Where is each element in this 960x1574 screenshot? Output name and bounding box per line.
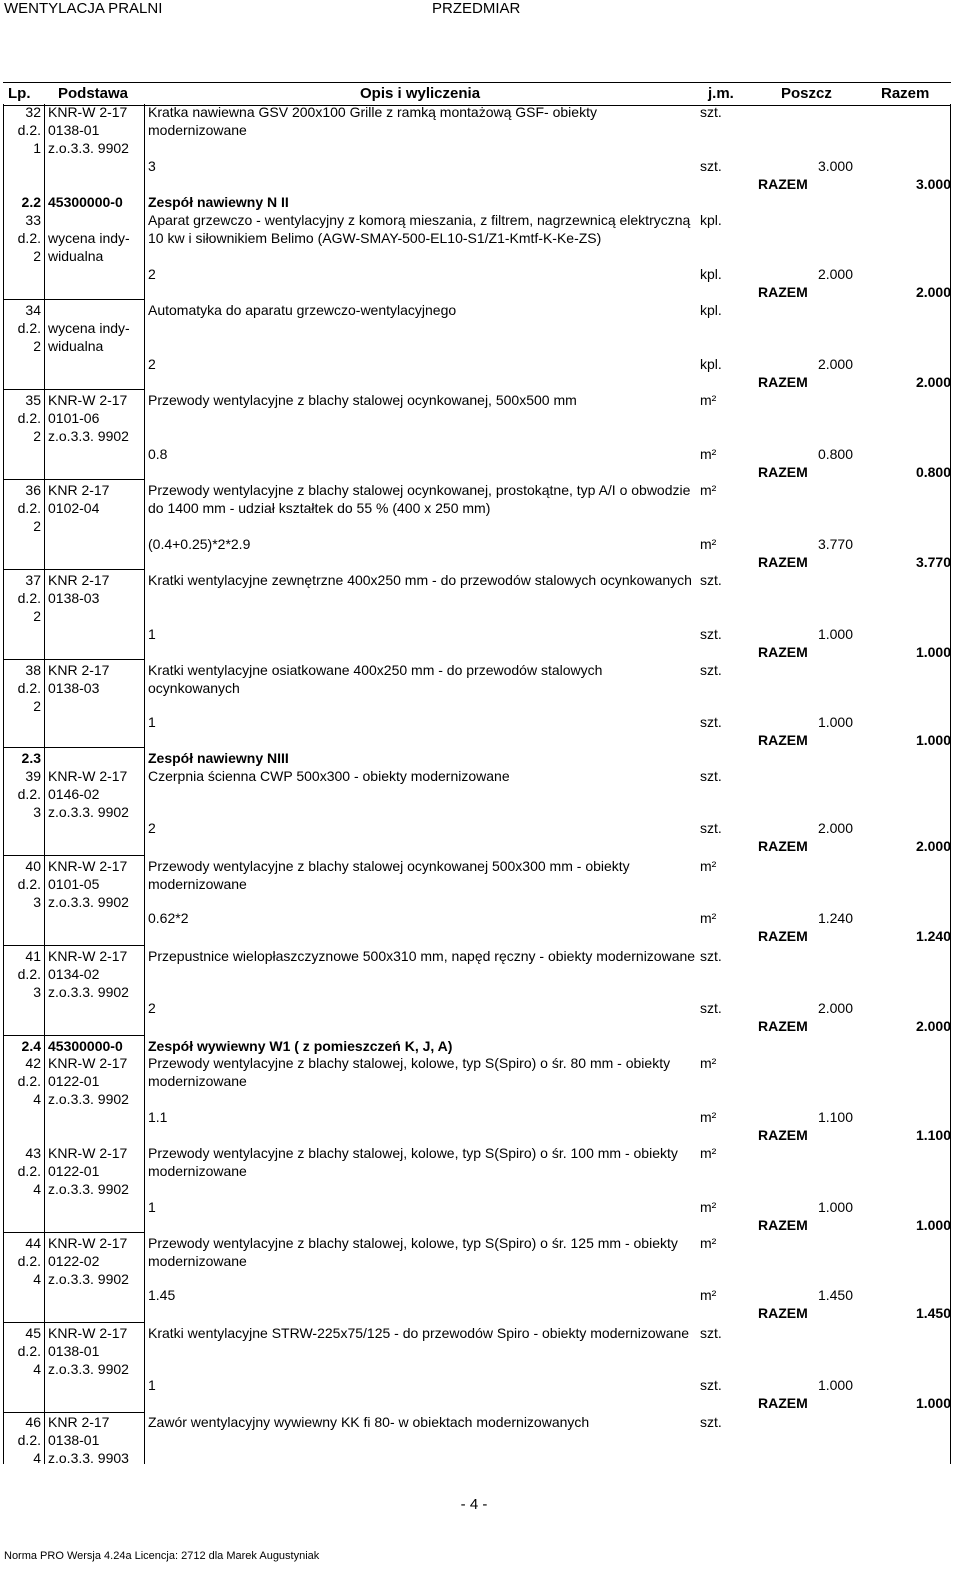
item-number: d.2. [17, 1432, 41, 1448]
item-number: 44 [25, 1235, 41, 1251]
item-basis: 0122-02 [48, 1253, 100, 1269]
item-calculation-unit: szt. [700, 820, 722, 836]
item-calculation: 1.1 [148, 1109, 168, 1125]
col-opis: Opis i wyliczenia [360, 85, 481, 102]
item-number: d.2. [17, 966, 41, 982]
col-podstawa: Podstawa [58, 85, 129, 102]
grid-line [950, 104, 951, 1464]
item-partial-value: 1.100 [817, 1109, 853, 1125]
item-description: Przewody wentylacyjne z blachy stalowej, kolowe, typ S(Spiro) o śr. 100 mm - obiekty modernizowane [148, 1145, 678, 1179]
row-separator [3, 945, 144, 946]
item-basis: z.o.3.3. 9902 [48, 1361, 129, 1377]
razem-label: RAZEM [758, 644, 808, 660]
item-basis: z.o.3.3. 9902 [48, 804, 129, 820]
item-number: d.2. [17, 320, 41, 336]
item-number: 45 [25, 1325, 41, 1341]
item-number: 1 [33, 140, 41, 156]
item-partial-value: 1.000 [817, 1377, 853, 1393]
item-number: 2 [33, 608, 41, 624]
item-number: 43 [25, 1145, 41, 1161]
razem-value: 3.000 [915, 176, 951, 192]
item-calculation: 0.62*2 [148, 910, 189, 926]
item-basis: KNR-W 2-17 [48, 104, 128, 120]
item-number: 3 [33, 804, 41, 820]
item-calculation: 2 [148, 1000, 156, 1016]
razem-label: RAZEM [758, 464, 808, 480]
item-calculation: 0.8 [148, 446, 168, 462]
col-lp: Lp. [8, 85, 31, 102]
item-number: 39 [25, 768, 41, 784]
grid-line [44, 104, 45, 1464]
item-basis: 0138-03 [48, 680, 100, 696]
item-unit: szt. [700, 768, 722, 784]
razem-value: 1.000 [915, 1395, 951, 1411]
item-calculation-unit: m² [700, 536, 717, 552]
razem-value: 0.800 [915, 464, 951, 480]
razem-label: RAZEM [758, 732, 808, 748]
item-number: 4 [33, 1271, 41, 1287]
razem-value: 1.000 [915, 1217, 951, 1233]
item-calculation: 2 [148, 266, 156, 282]
item-calculation-unit: m² [700, 446, 717, 462]
document-header-left: WENTYLACJA PRALNI [4, 0, 163, 17]
item-partial-value: 2.000 [817, 1000, 853, 1016]
footer-license: Norma PRO Wersja 4.24a Licencja: 2712 dla Marek Augustyniak [4, 1550, 320, 1562]
item-description: Kratki wentylacyjne zewnętrzne 400x250 mm - do przewodów stalowych ocynkowanych [148, 572, 692, 588]
item-calculation-unit: m² [700, 910, 717, 926]
item-number: 34 [25, 302, 41, 318]
item-calculation: 2 [148, 356, 156, 372]
item-basis: KNR-W 2-17 [48, 1235, 128, 1251]
section-number: 2.2 [21, 194, 41, 210]
razem-value: 1.100 [915, 1127, 951, 1143]
item-basis: 0138-01 [48, 122, 100, 138]
razem-value: 2.000 [915, 1018, 951, 1034]
item-basis: 0101-06 [48, 410, 100, 426]
item-basis: KNR-W 2-17 [48, 1325, 128, 1341]
item-calculation-unit: szt. [700, 714, 722, 730]
item-basis: 0138-03 [48, 590, 100, 606]
row-separator [3, 479, 144, 480]
item-unit: szt. [700, 104, 722, 120]
item-description: Przewody wentylacyjne z blachy stalowej ocynkowanej, 500x500 mm [148, 392, 577, 408]
razem-value: 1.450 [915, 1305, 951, 1321]
razem-label: RAZEM [758, 284, 808, 300]
item-calculation: 2 [148, 820, 156, 836]
item-calculation: 1 [148, 714, 156, 730]
item-partial-value: 1.000 [817, 1199, 853, 1215]
item-number: 2 [33, 428, 41, 444]
section-title: Zespół wywiewny W1 ( z pomieszczeń K, J, A) [148, 1038, 453, 1054]
item-unit: m² [700, 392, 717, 408]
item-description: Przewody wentylacyjne z blachy stalowej, kolowe, typ S(Spiro) o śr. 80 mm - obiekty modernizowane [148, 1055, 671, 1089]
item-unit: m² [700, 1235, 717, 1251]
item-number: 35 [25, 392, 41, 408]
col-razem: Razem [881, 85, 930, 102]
razem-value: 1.240 [915, 928, 951, 944]
item-partial-value: 1.000 [817, 714, 853, 730]
row-separator [3, 569, 144, 570]
row-separator [3, 299, 144, 300]
row-separator [3, 659, 144, 660]
razem-label: RAZEM [758, 1018, 808, 1034]
item-basis: wycena indy- [48, 230, 130, 246]
item-number: d.2. [17, 122, 41, 138]
item-calculation-unit: m² [700, 1199, 717, 1215]
item-basis: KNR-W 2-17 [48, 858, 128, 874]
item-basis: 0138-01 [48, 1343, 100, 1359]
item-unit: szt. [700, 1414, 722, 1430]
item-number: d.2. [17, 1073, 41, 1089]
item-number: 2 [33, 518, 41, 534]
item-description: Czerpnia ścienna CWP 500x300 - obiekty modernizowane [148, 768, 510, 784]
table-header [3, 82, 951, 106]
item-number: d.2. [17, 500, 41, 516]
razem-label: RAZEM [758, 554, 808, 570]
item-basis: KNR-W 2-17 [48, 1055, 128, 1071]
item-unit: szt. [700, 948, 722, 964]
item-basis: KNR 2-17 [48, 482, 110, 498]
razem-label: RAZEM [758, 1217, 808, 1233]
item-basis: z.o.3.3. 9902 [48, 1091, 129, 1107]
item-description: Przewody wentylacyjne z blachy stalowej ocynkowanej, prostokątne, typ A/I o obwodzie do 1400 mm - udział kształtek do 55 % (400 x 250 mm) [148, 482, 691, 516]
row-separator [3, 855, 144, 856]
item-calculation-unit: szt. [700, 1000, 722, 1016]
item-number: 42 [25, 1055, 41, 1071]
row-separator [3, 1412, 144, 1413]
row-separator [3, 1232, 144, 1233]
page-number: - 4 - [460, 1496, 488, 1513]
item-number: d.2. [17, 590, 41, 606]
item-calculation-unit: kpl. [700, 266, 722, 282]
item-basis: widualna [48, 248, 104, 264]
item-basis: 0138-01 [48, 1432, 100, 1448]
item-unit: m² [700, 1145, 717, 1161]
item-unit: kpl. [700, 302, 722, 318]
item-basis: 0122-01 [48, 1073, 100, 1089]
item-basis: KNR-W 2-17 [48, 392, 128, 408]
razem-label: RAZEM [758, 928, 808, 944]
item-unit: szt. [700, 572, 722, 588]
section-code: 45300000-0 [48, 194, 123, 210]
row-separator [3, 389, 144, 390]
item-calculation: 1 [148, 626, 156, 642]
item-unit: m² [700, 482, 717, 498]
item-number: 37 [25, 572, 41, 588]
item-basis: 0134-02 [48, 966, 100, 982]
section-code: 45300000-0 [48, 1038, 123, 1054]
item-calculation-unit: m² [700, 1287, 717, 1303]
item-unit: szt. [700, 1325, 722, 1341]
razem-value: 1.000 [915, 732, 951, 748]
item-partial-value: 0.800 [817, 446, 853, 462]
razem-value: 1.000 [915, 644, 951, 660]
item-description: Kratka nawiewna GSV 200x100 Grille z ramką montażową GSF- obiekty modernizowane [148, 104, 597, 138]
item-number: d.2. [17, 786, 41, 802]
item-unit: m² [700, 858, 717, 874]
section-title: Zespół nawiewny N II [148, 194, 289, 210]
item-basis: KNR-W 2-17 [48, 768, 128, 784]
row-separator [3, 1035, 144, 1036]
item-description: Kratki wentylacyjne STRW-225x75/125 - do przewodów Spiro - obiekty modernizowane [148, 1325, 690, 1341]
item-description: Automatyka do aparatu grzewczo-wentylacyjnego [148, 302, 457, 318]
item-basis: z.o.3.3. 9902 [48, 1181, 129, 1197]
item-basis: KNR 2-17 [48, 1414, 110, 1430]
item-basis: z.o.3.3. 9902 [48, 984, 129, 1000]
item-basis: 0122-01 [48, 1163, 100, 1179]
item-number: 4 [33, 1450, 41, 1466]
razem-label: RAZEM [758, 374, 808, 390]
item-description: Przepustnice wielopłaszczyznowe 500x310 mm, napęd ręczny - obiekty modernizowane [148, 948, 696, 964]
row-separator [3, 747, 144, 748]
item-basis: z.o.3.3. 9902 [48, 140, 129, 156]
item-description: Przewody wentylacyjne z blachy stalowej ocynkowanej 500x300 mm - obiekty modernizowane [148, 858, 630, 892]
col-jm: j.m. [708, 85, 734, 102]
item-description: Zawór wentylacyjny wywiewny KK fi 80- w obiektach modernizowanych [148, 1414, 590, 1430]
item-unit: kpl. [700, 212, 722, 228]
item-unit: m² [700, 1055, 717, 1071]
grid-line [144, 104, 145, 1464]
razem-value: 2.000 [915, 284, 951, 300]
item-partial-value: 3.770 [817, 536, 853, 552]
razem-label: RAZEM [758, 838, 808, 854]
item-number: d.2. [17, 876, 41, 892]
item-number: 2 [33, 338, 41, 354]
item-number: d.2. [17, 230, 41, 246]
item-number: d.2. [17, 410, 41, 426]
item-number: 3 [33, 984, 41, 1000]
item-basis: wycena indy- [48, 320, 130, 336]
item-number: 33 [25, 212, 41, 228]
item-number: 46 [25, 1414, 41, 1430]
item-number: 32 [25, 104, 41, 120]
item-calculation-unit: kpl. [700, 356, 722, 372]
item-partial-value: 1.000 [817, 626, 853, 642]
document-header-title: PRZEDMIAR [432, 0, 521, 17]
section-number: 2.3 [21, 750, 41, 766]
item-calculation: (0.4+0.25)*2*2.9 [148, 536, 251, 552]
item-basis: KNR 2-17 [48, 572, 110, 588]
razem-value: 2.000 [915, 838, 951, 854]
item-basis: z.o.3.3. 9902 [48, 1271, 129, 1287]
item-basis: KNR-W 2-17 [48, 1145, 128, 1161]
item-calculation: 1 [148, 1377, 156, 1393]
razem-label: RAZEM [758, 1305, 808, 1321]
item-basis: KNR 2-17 [48, 662, 110, 678]
item-basis: widualna [48, 338, 104, 354]
item-basis: z.o.3.3. 9902 [48, 428, 129, 444]
section-title: Zespół nawiewny NIII [148, 750, 289, 766]
item-number: 4 [33, 1181, 41, 1197]
item-number: 4 [33, 1361, 41, 1377]
item-number: 36 [25, 482, 41, 498]
razem-label: RAZEM [758, 176, 808, 192]
item-calculation-unit: m² [700, 1109, 717, 1125]
item-basis: 0146-02 [48, 786, 100, 802]
razem-value: 3.770 [915, 554, 951, 570]
item-description: Przewody wentylacyjne z blachy stalowej, kolowe, typ S(Spiro) o śr. 125 mm - obiekty modernizowane [148, 1235, 678, 1269]
item-basis: KNR-W 2-17 [48, 948, 128, 964]
item-basis: 0101-05 [48, 876, 100, 892]
item-description: Kratki wentylacyjne osiatkowane 400x250 mm - do przewodów stalowych ocynkowanych [148, 662, 603, 696]
item-calculation: 1 [148, 1199, 156, 1215]
item-number: 38 [25, 662, 41, 678]
item-partial-value: 1.240 [817, 910, 853, 926]
item-basis: z.o.3.3. 9902 [48, 894, 129, 910]
razem-label: RAZEM [758, 1395, 808, 1411]
item-unit: szt. [700, 662, 722, 678]
item-calculation-unit: szt. [700, 1377, 722, 1393]
item-number: 41 [25, 948, 41, 964]
razem-value: 2.000 [915, 374, 951, 390]
item-number: d.2. [17, 1163, 41, 1179]
item-calculation-unit: szt. [700, 158, 722, 174]
item-number: 2 [33, 698, 41, 714]
item-number: d.2. [17, 1253, 41, 1269]
item-number: d.2. [17, 1343, 41, 1359]
item-partial-value: 2.000 [817, 820, 853, 836]
item-basis: z.o.3.3. 9903 [48, 1450, 129, 1466]
item-calculation: 3 [148, 158, 156, 174]
row-separator [3, 1322, 144, 1323]
item-description: Aparat grzewczo - wentylacyjny z komorą mieszania, z filtrem, nagrzewnicą elektryczną 10 kw i siłownikiem Belimo (AGW-SMAY-500-EL10-S1/Z1-Kmtf-K-Ke-ZS) [148, 212, 691, 246]
section-number: 2.4 [21, 1038, 41, 1054]
item-number: 40 [25, 858, 41, 874]
item-number: d.2. [17, 680, 41, 696]
item-calculation-unit: szt. [700, 626, 722, 642]
item-partial-value: 2.000 [817, 266, 853, 282]
item-calculation: 1.45 [148, 1287, 176, 1303]
bill-of-quantities-table [3, 104, 951, 1464]
col-poszcz: Poszcz [781, 85, 832, 102]
item-partial-value: 2.000 [817, 356, 853, 372]
item-partial-value: 3.000 [817, 158, 853, 174]
item-number: 3 [33, 894, 41, 910]
item-number: 4 [33, 1091, 41, 1107]
razem-label: RAZEM [758, 1127, 808, 1143]
item-number: 2 [33, 248, 41, 264]
item-partial-value: 1.450 [817, 1287, 853, 1303]
item-basis: 0102-04 [48, 500, 100, 516]
